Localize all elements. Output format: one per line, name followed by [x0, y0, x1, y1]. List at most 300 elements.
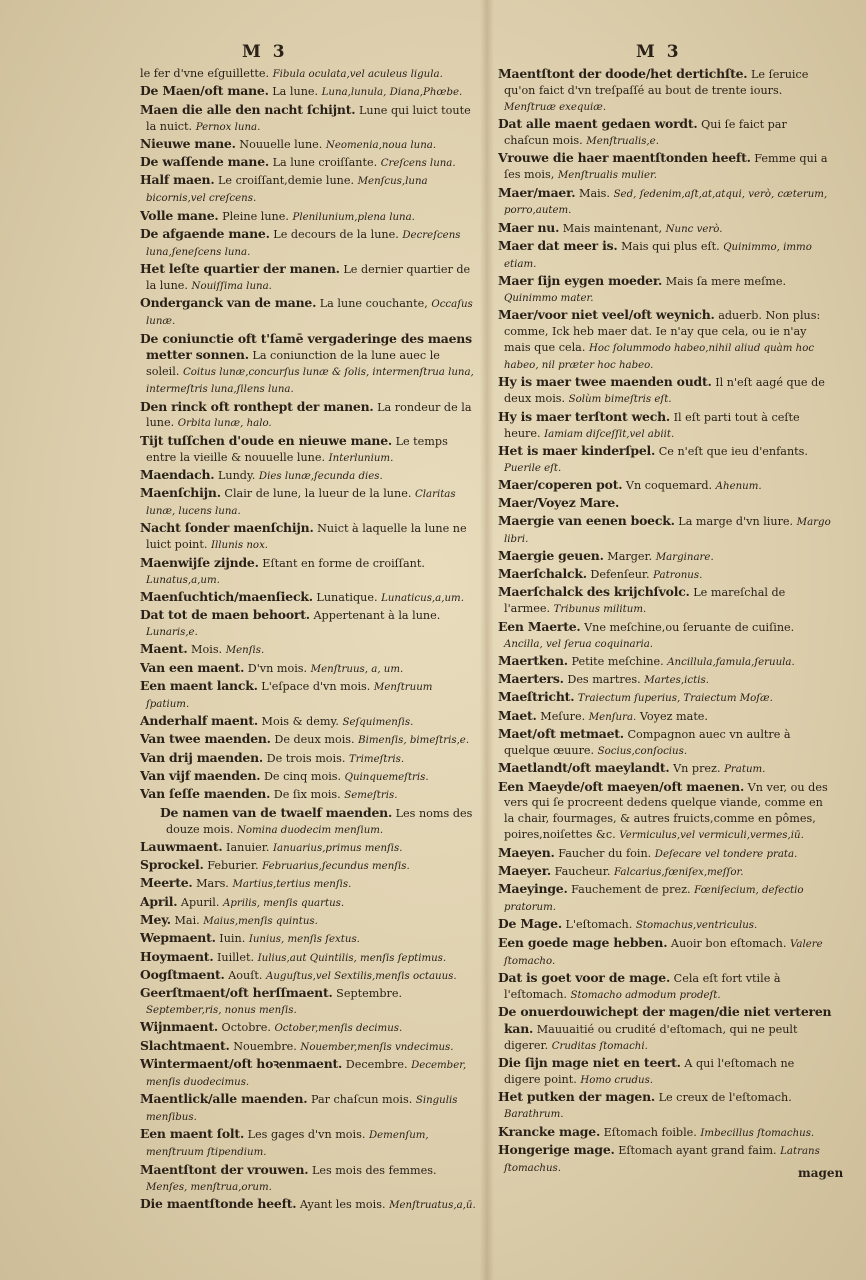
entry-headword: Maer/Voyez Mare. — [498, 495, 620, 511]
entry-latin: Menſes, menſtrua,orum. — [146, 1181, 272, 1193]
dictionary-entry — [140, 930, 476, 948]
entry-headword: Een maent lanck. — [140, 677, 258, 693]
dictionary-entry — [498, 307, 832, 374]
dictionary-entry — [498, 916, 832, 934]
dictionary-entry — [140, 102, 476, 136]
entry-latin: Fœniſecium, defectio pratorum. — [504, 885, 804, 914]
entry-latin: Aprilis, menſis quartus. — [222, 897, 345, 909]
dictionary-entry — [140, 805, 476, 839]
entry-french: Petite meſchine. — [571, 654, 664, 668]
dictionary-entry — [498, 66, 832, 116]
entry-latin: Bimenſis, bimeſtris,e. — [358, 735, 470, 747]
entry-french: Defenſeur. — [590, 568, 650, 582]
entry-french: A qui l'eſtomach ne digere point. — [504, 1057, 795, 1087]
entry-headword: Anderhalf maent. — [140, 713, 258, 729]
entry-french: Appertenant à la lune. — [313, 609, 441, 623]
dictionary-entry — [140, 83, 476, 101]
entry-french: L'eſtomach. — [565, 918, 633, 932]
entry-headword: Mey. — [140, 912, 171, 927]
dictionary-entry — [498, 1124, 832, 1142]
dictionary-entry — [498, 881, 832, 916]
entry-french: Les gages d'vn mois. — [247, 1128, 366, 1142]
entry-latin: Martius,tertius menſis. — [232, 879, 352, 891]
dictionary-entry — [498, 653, 832, 671]
entry-latin: Patronus. — [653, 570, 703, 582]
entry-french: La lune croiſſante. — [272, 156, 378, 170]
entry-headword: Lauwmaent. — [140, 838, 223, 854]
entry-french: La marge d'vn liure. — [678, 514, 794, 528]
entry-latin: Auguſtus,vel Sextilis,menſis octauus. — [266, 970, 457, 982]
dictionary-entry — [498, 238, 832, 273]
entry-latin: Imbecillus ſtomachus. — [700, 1127, 815, 1139]
dictionary-entry — [498, 1089, 832, 1123]
entry-latin: Pernox luna. — [195, 121, 261, 133]
dictionary-entry — [498, 443, 832, 477]
entry-headword: Van vijf maenden. — [140, 768, 261, 784]
entry-french: Vn prez. — [673, 762, 721, 776]
entry-latin: Puerile eſt. — [504, 462, 562, 474]
dictionary-entry — [498, 374, 832, 408]
dictionary-entry — [498, 566, 832, 584]
entry-latin: Menſura. — [588, 711, 637, 723]
entry-headword: De onuerdouwichept der magen/die niet verteren kan. — [498, 1004, 832, 1036]
entry-french: Meſure. — [540, 709, 586, 723]
entry-french: De ſix mois. — [273, 788, 341, 802]
entry-headword: De Maen/oft mane. — [140, 83, 269, 99]
entry-latin: Martes,ictis. — [644, 675, 709, 687]
entry-latin: Ahenum. — [715, 481, 762, 493]
entry-latin: September,ris, nonus menſis. — [146, 1005, 297, 1017]
entry-french: aduerb. Non plus: comme, Ick heb maer dat. Ie n'ay que cela, ou ie n'ay mais que cela. — [504, 309, 821, 355]
entry-cross-reference: Voyez mate. — [639, 709, 708, 723]
entry-headword: Het is maer kinderſpel. — [498, 442, 656, 458]
dictionary-entry — [140, 985, 476, 1019]
entry-french: Le ſeruice qu'on faict d'vn treſpaſſé au bout de trente iours. — [504, 68, 809, 97]
entry-latin: Nomina duodecim menſium. — [236, 824, 384, 836]
entry-latin: Latrans ſtomachus. — [504, 1145, 820, 1174]
entry-french: La lune. — [272, 85, 319, 99]
entry-latin: Valere ſtomacho. — [504, 938, 823, 967]
dictionary-entry — [140, 485, 476, 520]
entry-headword: Nacht ſonder maenſchijn. — [140, 520, 314, 536]
entry-french: De deux mois. — [274, 733, 355, 747]
entry-headword: Hy is maer twee maenden oudt. — [498, 374, 712, 390]
entry-headword: Maenſchijn. — [140, 485, 221, 501]
dictionary-entry — [140, 1038, 476, 1056]
entry-french: Vne meſchine,ou ſeruante de cuiſine. — [584, 620, 795, 634]
entry-latin: Decreſcens luna,ſeneſcens luna. — [146, 229, 461, 258]
entry-latin: Occaſus lunæ. — [146, 299, 473, 328]
entry-headword: Maer nu. — [498, 219, 560, 235]
entry-headword: Maerſchalck. — [498, 566, 587, 582]
entry-latin: Menſtruum ſpatium. — [146, 681, 433, 710]
left-column — [140, 66, 476, 1214]
entry-french: Par chaſcun mois. — [310, 1093, 413, 1107]
dictionary-entry — [498, 150, 832, 184]
entry-headword: Maeyinge. — [498, 881, 568, 897]
entry-headword: Die ſijn mage niet en teert. — [498, 1055, 681, 1071]
left-column-header: M 3 — [242, 42, 288, 62]
entry-latin: Homo crudus. — [580, 1075, 654, 1087]
entry-latin: Sed, ſedenim,aſt,at,atqui, verò, cæterum, porro,autem. — [504, 188, 828, 217]
entry-headword: Nieuwe mane. — [140, 135, 236, 151]
entry-latin: Seſquimenſis. — [342, 717, 414, 729]
entry-headword: Hy is maer terſtont wech. — [498, 408, 670, 424]
entry-french: Mais maintenant, — [562, 221, 663, 235]
entry-french: Cela eſt fort vtile à l'eſtomach. — [504, 971, 781, 1001]
dictionary-entry — [498, 584, 832, 618]
entry-french: Le decours de la lune. — [273, 227, 399, 241]
dictionary-entry — [140, 750, 476, 768]
entry-latin: Nunc verò. — [665, 223, 723, 235]
dictionary-entry — [140, 261, 476, 295]
entry-headword: Maergie van eenen boeck. — [498, 512, 675, 528]
entry-headword: Maentlick/alle maenden. — [140, 1091, 308, 1107]
entry-latin: Trimeſtris. — [348, 753, 405, 765]
entry-french: Auoir bon eſtomach. — [670, 936, 787, 950]
entry-french: Iuillet. — [217, 950, 255, 964]
entry-headword: Maeyen. — [498, 844, 555, 860]
entry-latin: Solùm bimeſtris eſt. — [568, 394, 672, 406]
dictionary-entry — [498, 619, 832, 653]
dictionary-entry — [140, 295, 476, 330]
dictionary-entry — [140, 967, 476, 985]
entry-headword: Dat tot de maen behoort. — [140, 607, 310, 623]
entry-latin: Marginare. — [655, 551, 714, 563]
catchword: magen — [798, 1166, 844, 1180]
entry-headword: Het putken der magen. — [498, 1089, 656, 1105]
dictionary-entry — [498, 185, 832, 220]
entry-french: Vn coquemard. — [625, 479, 713, 493]
entry-french: Ayant les mois. — [299, 1197, 386, 1211]
entry-headword: April. — [140, 893, 178, 909]
entry-headword: Maer/maer. — [498, 184, 576, 200]
entry-french: Eſtomach ayant grand faim. — [618, 1143, 777, 1157]
entry-french: La rondeur de la lune. — [146, 400, 472, 430]
entry-headword: Maentſtont der doode/het dertichſte. — [498, 66, 748, 81]
entry-headword: De coniunctie oft t'ſamē vergaderinge des maens metter sonnen. — [140, 330, 472, 363]
dictionary-entry — [498, 935, 832, 970]
entry-latin: Quinquemeſtris. — [344, 772, 429, 784]
entry-french: Fauchement de prez. — [571, 883, 691, 897]
entry-french: Qui ſe faict par chaſcun mois. — [504, 118, 787, 148]
dictionary-entry — [140, 875, 476, 893]
dictionary-entry — [498, 708, 832, 726]
entry-french: Decembre. — [345, 1057, 408, 1071]
dictionary-entry — [498, 726, 832, 760]
entry-french: Il eſt parti tout à ceſte heure. — [504, 410, 800, 440]
dictionary-entry — [140, 1162, 476, 1196]
entry-headword: Maer ſijn eygen moeder. — [498, 273, 663, 289]
entry-headword: Meerte. — [140, 875, 193, 891]
dictionary-entry — [140, 713, 476, 731]
dictionary-entry — [140, 1019, 476, 1037]
entry-headword: Maentſtont der vrouwen. — [140, 1161, 309, 1177]
entry-headword: Een Maeyde/oft maeyen/oft maenen. — [498, 778, 745, 794]
entry-headword: Maerters. — [498, 671, 564, 687]
entry-latin: Ancillula,famula,ſeruula. — [667, 656, 795, 668]
entry-french: Mais qui plus eſt. — [621, 240, 720, 254]
entry-headword: Maet. — [498, 707, 537, 723]
entry-latin: Fibula oculata,vel aculeus ligula. — [272, 69, 443, 80]
dictionary-entry — [140, 136, 476, 154]
entry-latin: Quinimmo mater. — [504, 293, 594, 305]
entry-latin: October,menſis decimus. — [274, 1023, 403, 1035]
entry-latin: Demenſum, menſtruum ſtipendium. — [146, 1130, 429, 1159]
entry-headword: Maenſuchtich/maenſieck. — [140, 588, 313, 604]
entry-french: Eſtomach foible. — [603, 1125, 697, 1139]
entry-french: Septembre. — [336, 987, 403, 1001]
entry-french: De cinq mois. — [263, 770, 342, 784]
entry-latin: Quinimmo, immo etiam. — [504, 242, 812, 270]
entry-french: le fer d'vne eſguillette. — [140, 67, 270, 80]
entry-latin: Nouember,menſis vndecimus. — [300, 1041, 454, 1053]
entry-french: Clair de lune, la lueur de la lune. — [224, 487, 412, 501]
entry-headword: Sprockel. — [140, 857, 204, 873]
entry-french: Lunatique. — [316, 590, 378, 604]
entry-french: Compagnon auec vn aultre à quelque œuure. — [504, 728, 791, 757]
entry-latin: Barathrum. — [504, 1109, 564, 1121]
entry-headword: Maent. — [140, 641, 188, 657]
dictionary-entry — [498, 273, 832, 307]
entry-headword: Maeyer. — [498, 862, 552, 878]
entry-french: La lune couchante, — [319, 297, 428, 311]
entry-french: Mais. — [578, 186, 610, 200]
entry-french: Aouſt. — [228, 968, 263, 982]
entry-latin: Menſtruus, a, um. — [310, 663, 404, 675]
entry-french: Mai. — [174, 914, 200, 927]
entry-latin: Vermiculus,vel vermiculi,vermes,iū. — [619, 830, 804, 842]
dictionary-entry — [140, 467, 476, 485]
entry-french: Mois & demy. — [261, 715, 339, 729]
entry-headword: Maeſtricht. — [498, 689, 575, 705]
dictionary-entry — [140, 520, 476, 554]
entry-headword: Maetlandt/oft maeylandt. — [498, 760, 670, 776]
entry-headword: Den rinck oft ronthept der manen. — [140, 398, 374, 414]
entry-latin: Margo libri. — [504, 516, 831, 545]
dictionary-entry — [140, 1196, 476, 1214]
entry-headword: Hoymaent. — [140, 948, 214, 964]
dictionary-entry — [498, 970, 832, 1004]
entry-french: Faucher du foin. — [558, 846, 652, 860]
entry-latin: Menſcus,luna bicornis,vel creſcens. — [146, 176, 428, 205]
entry-latin: Cruditas ſtomachi. — [551, 1040, 648, 1052]
entry-latin: Falcarius,fœniſex,meſſor. — [614, 866, 744, 878]
entry-french: Nouembre. — [233, 1039, 297, 1053]
entry-french: Octobre. — [221, 1021, 271, 1035]
dictionary-entry — [140, 678, 476, 713]
entry-french: Vn ver, ou des vers qui ſe procreent dedens quelque viande, comme en la chair, fourmages, & autres fruicts,comme en pômes, poires,noiſettes &c. — [504, 780, 828, 842]
dictionary-entry — [140, 154, 476, 172]
dictionary-entry — [140, 433, 476, 467]
entry-latin: December, menſis duodecimus. — [146, 1059, 467, 1088]
dictionary-entry — [140, 555, 476, 589]
book-gutter — [480, 0, 494, 1280]
entry-latin: Deſecare vel tondere prata. — [654, 848, 798, 860]
dictionary-entry — [140, 660, 476, 678]
entry-french: Le temps entre la vieille & nouuelle lune. — [146, 434, 448, 464]
entry-latin: Menſtrualis,e. — [586, 136, 659, 148]
entry-french: Pleine lune. — [222, 209, 289, 223]
entry-headword: Volle mane. — [140, 207, 219, 223]
entry-latin: Neomenia,noua luna. — [325, 139, 437, 151]
entry-headword: Een goede mage hebben. — [498, 934, 668, 950]
dictionary-entry — [498, 548, 832, 566]
entry-french: Mauuaitié ou crudité d'eſtomach, qui ne peult digerer. — [504, 1022, 798, 1052]
entry-headword: Maer dat meer is. — [498, 238, 618, 254]
dictionary-entry — [140, 172, 476, 207]
entry-french: Ce n'eſt que ieu d'enfants. — [658, 444, 808, 458]
entry-french: Le croiſſant,demie lune. — [218, 174, 355, 188]
dictionary-entry — [498, 1142, 832, 1177]
dictionary-entry — [498, 863, 832, 881]
entry-french: Il n'eſt aagé que de deux mois. — [504, 376, 825, 406]
dictionary-entry — [140, 399, 476, 433]
entry-headword: Hongerige mage. — [498, 1141, 615, 1157]
dictionary-entry — [140, 949, 476, 967]
dictionary-entry — [140, 208, 476, 226]
entry-latin: Creſcens luna. — [380, 158, 456, 170]
entry-headword: Wepmaent. — [140, 930, 216, 946]
entry-french: L'eſpace d'vn mois. — [261, 679, 371, 693]
dictionary-entry — [498, 779, 832, 845]
entry-latin: Iunius, menſis ſextus. — [248, 934, 360, 946]
entry-french: Ianuier. — [226, 840, 270, 854]
entry-latin: Coitus lunæ,concurſus lunæ & ſolis, intermenſtrua luna, intermeſtris luna,ſilens luna. — [146, 367, 474, 396]
entry-headword: Maen die alle den nacht ſchijnt. — [140, 101, 356, 117]
entry-headword: Een Maerte. — [498, 618, 581, 634]
entry-headword: Oogſtmaent. — [140, 966, 225, 982]
entry-headword: De namen van de twaelf maenden. — [160, 804, 393, 820]
entry-latin: Semeſtris. — [344, 790, 398, 802]
dictionary-entry — [140, 786, 476, 804]
entry-headword: Van twee maenden. — [140, 731, 271, 747]
entry-latin: Pratum. — [724, 764, 766, 776]
entry-headword: Het leſte quartier der manen. — [140, 261, 340, 277]
entry-headword: Geerſtmaent/oft herſſmaent. — [140, 985, 333, 1001]
entry-french: Nuict à laquelle la lune ne luict point. — [146, 522, 467, 552]
entry-latin: Lunaticus,a,um. — [381, 592, 464, 604]
dictionary-entry — [140, 894, 476, 912]
entry-french: Faucheur. — [554, 864, 611, 878]
entry-latin: Dies lunæ,ſecunda dies. — [258, 470, 383, 482]
entry-latin: Ancilla, vel ſerua coquinaria. — [504, 638, 654, 650]
entry-headword: Dat alle maent gedaen wordt. — [498, 116, 698, 132]
entry-french: Mois. — [191, 643, 223, 657]
entry-headword: Half maen. — [140, 172, 215, 188]
entry-french: Le dernier quartier de la lune. — [146, 263, 471, 292]
right-column — [498, 66, 832, 1177]
right-column-header: M 3 — [636, 42, 682, 62]
entry-latin: Menſis. — [225, 645, 265, 657]
entry-french: Les mois des femmes. — [311, 1163, 437, 1177]
entry-latin: Menſtruatus,a,ū. — [389, 1199, 476, 1211]
entry-headword: Van ſeſſe maenden. — [140, 786, 271, 802]
dictionary-entry — [498, 220, 832, 238]
entry-french: Femme qui a ſes mois, — [504, 152, 828, 182]
entry-headword: De afgaende mane. — [140, 225, 270, 241]
entry-latin: Luna,lunula, Diana,Phœbe. — [321, 87, 463, 99]
entry-headword: Maer/voor niet veel/oft weynich. — [498, 307, 715, 323]
dictionary-entry — [140, 226, 476, 261]
entry-headword: Van een maent. — [140, 659, 245, 675]
entry-headword: Maer/coperen pot. — [498, 477, 623, 493]
entry-french: Marger. — [607, 549, 653, 563]
dictionary-entry — [140, 912, 476, 930]
entry-latin: Februarius,ſecundus menſis. — [262, 861, 410, 873]
entry-latin: Tribunus militum. — [553, 604, 647, 616]
dictionary-entry — [140, 589, 476, 607]
entry-french: De trois mois. — [266, 751, 346, 765]
dictionary-entry — [498, 1055, 832, 1089]
entry-latin: Nouiſſima luna. — [191, 281, 272, 292]
dictionary-entry — [140, 66, 476, 83]
dictionary-entry — [140, 331, 476, 399]
entry-headword: Slachtmaent. — [140, 1037, 230, 1053]
entry-latin: Iulius,aut Quintilis, menſis ſeptimus. — [257, 952, 447, 964]
entry-latin: Claritas lunæ, lucens luna. — [146, 489, 456, 518]
entry-latin: Hoc ſolummodo habeo,nihil aliud quàm hoc habeo, nil præter hoc habeo. — [504, 343, 815, 372]
dictionary-entry — [140, 731, 476, 749]
dictionary-entry — [498, 760, 832, 778]
entry-french: Feburier. — [207, 859, 259, 873]
entry-latin: Iamiam diſceſſit,vel abiit. — [544, 428, 675, 440]
entry-latin: Ianuarius,primus menſis. — [272, 842, 403, 854]
entry-headword: Dat is goet voor de mage. — [498, 969, 671, 985]
entry-headword: Maendach. — [140, 466, 215, 482]
entry-latin: Menſtruæ exequiæ. — [504, 101, 607, 113]
entry-french: Les noms des douze mois. — [166, 806, 473, 836]
entry-headword: Wijnmaent. — [140, 1019, 218, 1035]
entry-french: Des martres. — [567, 673, 641, 687]
entry-headword: Vrouwe die haer maentſtonden heeft. — [498, 150, 751, 166]
entry-headword: Wintermaent/oft hoꝛenmaent. — [140, 1055, 343, 1071]
entry-latin: Illunis nox. — [210, 540, 269, 552]
entry-headword: Maet/oft metmaet. — [498, 726, 624, 742]
entry-french: Le mareſchal de l'armee. — [504, 586, 786, 616]
entry-headword: De waſſende mane. — [140, 154, 269, 170]
dictionary-entry — [140, 641, 476, 659]
entry-headword: Onderganck van de mane. — [140, 295, 317, 311]
entry-headword: De Mage. — [498, 916, 562, 932]
dictionary-entry — [498, 513, 832, 548]
entry-latin: Interlunium. — [328, 452, 394, 464]
dictionary-entry — [140, 839, 476, 857]
entry-headword: Tijt tuſſchen d'oude en nieuwe mane. — [140, 432, 393, 448]
dictionary-entry — [498, 671, 832, 689]
entry-latin: Socius,conſocius. — [597, 745, 688, 757]
entry-latin: Singulis menſibus. — [146, 1095, 458, 1124]
entry-headword: Die maentſtonde heeft. — [140, 1195, 297, 1211]
entry-french: Lune qui luict toute la nuict. — [146, 103, 471, 133]
entry-headword: Krancke mage. — [498, 1123, 601, 1139]
entry-latin: Stomacho admodum prodeſt. — [570, 989, 721, 1001]
entry-latin: Stomachus,ventriculus. — [635, 920, 758, 932]
dictionary-entry — [498, 495, 832, 512]
entry-latin: Orbita lunæ, halo. — [177, 418, 272, 430]
entry-latin: Lunatus,a,um. — [146, 574, 220, 586]
entry-latin: Maius,menſis quintus. — [203, 916, 318, 927]
entry-french: D'vn mois. — [247, 661, 308, 675]
entry-headword: Maertken. — [498, 652, 568, 668]
dictionary-entry — [140, 607, 476, 641]
dictionary-entry — [140, 1091, 476, 1126]
dictionary-entry — [140, 768, 476, 786]
entry-latin: Lunaris,e. — [146, 627, 198, 639]
entry-french: Le creux de l'eſtomach. — [658, 1091, 792, 1105]
dictionary-entry — [498, 116, 832, 150]
entry-headword: Van drij maenden. — [140, 749, 264, 765]
